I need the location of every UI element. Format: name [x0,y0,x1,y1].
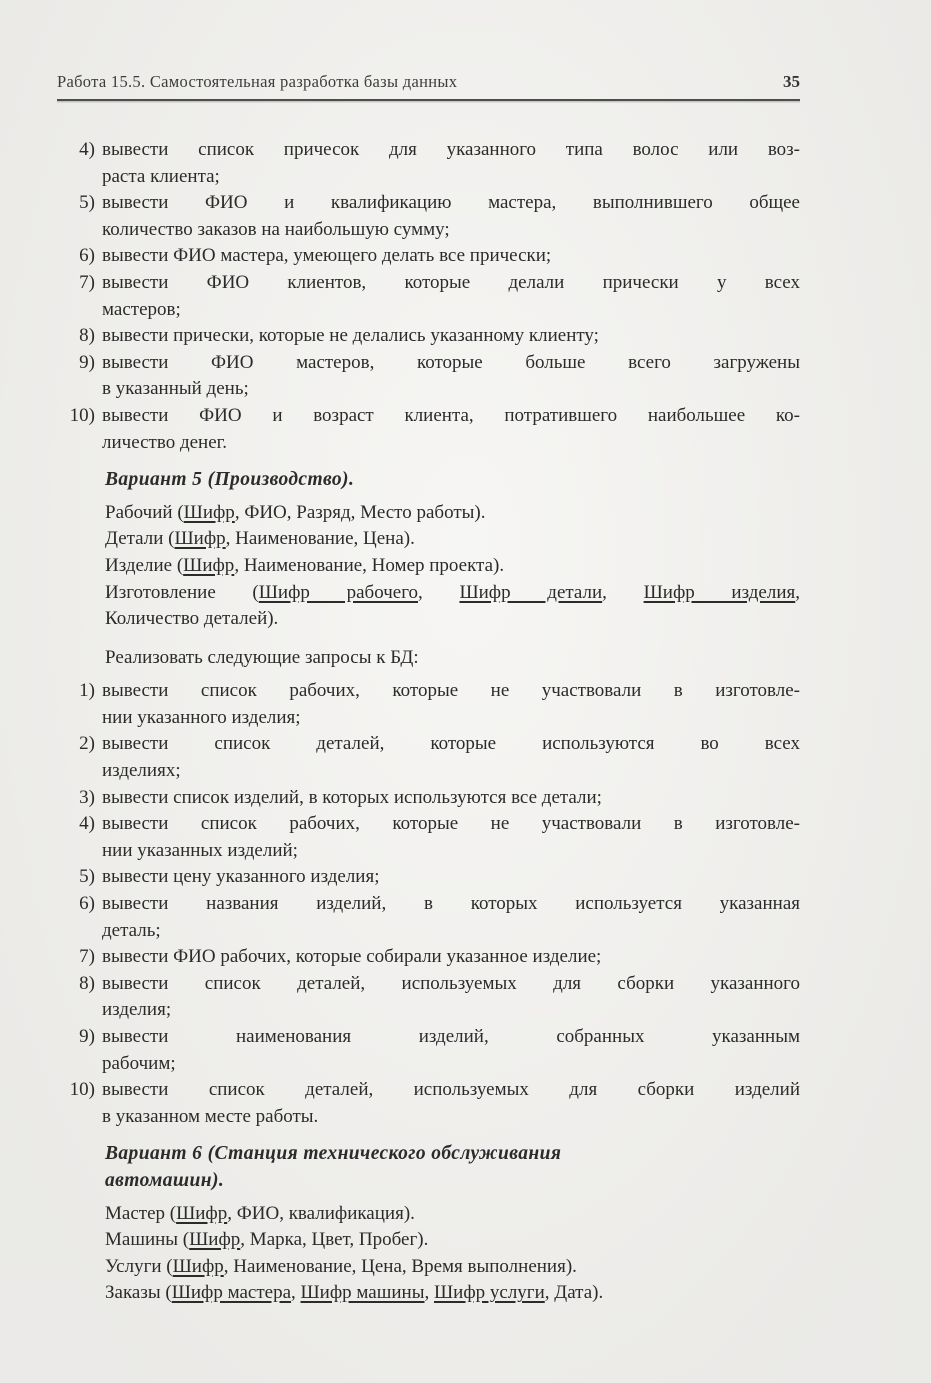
text-segment: изделия; [102,999,172,1021]
text-line [105,467,800,494]
text-segment: мастеров; [102,298,181,320]
key-attribute: Шифр [189,1229,241,1251]
key-attribute: Шифр [183,554,235,576]
text-segment: , [602,581,644,603]
list-item [57,891,800,944]
text-line [102,270,800,297]
relation-definition [105,1254,800,1281]
list-item [57,864,800,891]
text-line [102,1104,800,1131]
text-segment: вывести список причесок для указанного типа волос или воз- [102,139,800,160]
list-item-number: 10) [69,1079,95,1101]
query-list [57,137,800,456]
list-item-number: 8) [79,972,95,994]
text-segment: вывести список рабочих, которые не участвовали в изготовле- [102,680,800,702]
text-segment: вывести ФИО рабочих, которые собирали указанное изделие; [102,946,602,968]
list-item [57,137,800,190]
text-line [102,323,800,350]
text-segment: , [291,1282,301,1304]
text-segment: вывести ФИО и квалификацию мастера, выполнившего общее [102,192,800,214]
text-line [102,944,800,971]
text-segment: Вариант 5 (Производство). [105,469,355,491]
text-line [105,1227,800,1254]
text-line [102,190,800,217]
text-segment: деталь; [102,919,161,941]
text-line [102,1051,800,1078]
text-segment: вывести ФИО мастера, умеющего делать все прически; [102,245,552,267]
text-segment: , [424,1282,434,1304]
running-title: Работа 15.5. Самостоятельная разработка базы данных [57,72,458,91]
text-segment: , [418,581,460,603]
text-line [102,164,800,191]
text-segment: Детали ( [105,528,175,550]
text-line [105,1201,800,1228]
text-line [102,918,800,945]
lead-paragraph [105,645,800,672]
list-item [57,243,800,270]
key-attribute: Шифр [183,501,235,523]
relation-definition [105,1280,800,1307]
list-item [57,1024,800,1077]
list-item-number: 7) [79,271,95,293]
list-item-number: 3) [79,786,95,808]
text-segment: , [795,581,801,603]
text-line [105,580,800,607]
variant-heading [105,1141,800,1194]
list-item-text [102,403,800,456]
list-item-number: 1) [79,680,95,702]
text-line [105,1280,800,1307]
text-line [102,243,800,270]
text-segment: Реализовать следующие запросы к БД: [105,646,419,668]
page-body [57,137,800,1307]
list-item [57,944,800,971]
list-item-number: 5) [79,192,95,214]
list-item [57,811,800,864]
text-segment: , Марка, Цвет, Пробег). [240,1229,429,1251]
list-item-number: 10) [69,404,95,426]
list-item [57,190,800,243]
text-segment: вывести названия изделий, в которых используется указанная [102,893,800,915]
text-segment: вывести наименования изделий, собранных указанным [102,1026,800,1047]
key-attribute: Шифр услуги [433,1282,545,1304]
text-segment: Изделие ( [105,554,184,576]
text-line [102,137,800,164]
list-item [57,678,800,731]
text-line [105,526,800,553]
text-line [102,430,800,457]
list-item-number: 4) [79,139,95,160]
key-attribute: Шифр рабочего [258,581,419,603]
text-line [102,705,800,732]
text-line [102,997,800,1024]
text-segment: , ФИО, квалификация). [227,1202,415,1224]
text-segment: нии указанного изделия; [102,706,301,728]
relation-definition [105,580,800,633]
text-line [102,678,800,705]
text-line [105,645,800,672]
text-segment: , ФИО, Разряд, Место работы). [234,501,486,523]
list-item-text [102,1024,800,1077]
relation-definition [105,1227,800,1254]
list-item [57,403,800,456]
relation-definition [105,500,800,527]
text-segment: Машины ( [105,1229,190,1251]
text-segment: вывести ФИО и возраст клиента, потратившего наибольшее ко- [102,404,800,426]
text-segment: вывести список рабочих, которые не участвовали в изготовле- [102,813,800,835]
list-item [57,971,800,1024]
text-segment: автомашин). [105,1169,225,1191]
text-line [102,838,800,865]
list-item-number: 5) [79,866,95,888]
list-item-text [102,785,800,812]
text-segment: Вариант 6 (Станция технического обслуживания [105,1143,562,1165]
text-segment: вывести цену указанного изделия; [102,866,380,888]
relation-definition [105,1201,800,1228]
list-item [57,1077,800,1130]
text-line [105,606,800,633]
list-item-text [102,811,800,864]
list-item-text [102,350,800,403]
list-item-text [102,137,800,190]
key-attribute: Шифр мастера [171,1282,292,1304]
list-item-text [102,864,800,891]
text-line [105,1254,800,1281]
text-line [102,811,800,838]
text-line [105,1168,800,1195]
text-line [102,403,800,430]
text-line [102,864,800,891]
text-segment: Изготовление ( [105,581,259,603]
list-item-text [102,1077,800,1130]
list-item-text [102,190,800,243]
text-segment: в указанный день; [102,378,249,400]
list-item-number: 7) [79,946,95,968]
list-item-number: 6) [79,893,95,915]
text-segment: , Наименование, Номер проекта). [234,554,505,576]
key-attribute: Шифр [176,1202,228,1224]
key-attribute: Шифр машины [300,1282,425,1304]
text-segment: Рабочий ( [105,501,184,523]
text-line [102,350,800,377]
list-item-number: 9) [79,351,95,373]
list-item-text [102,678,800,731]
header-row [57,72,800,92]
text-segment: вывести список изделий, в которых используются все детали; [102,786,602,808]
list-item-text [102,270,800,323]
key-attribute: Шифр [174,528,226,550]
text-line [102,971,800,998]
text-line [102,758,800,785]
text-segment: количество заказов на наибольшую сумму; [102,218,450,240]
header-rule [57,99,800,101]
relation-definition [105,553,800,580]
list-item-text [102,944,800,971]
variant-heading [105,467,800,494]
text-segment: вывести ФИО клиентов, которые делали прически у всех [102,271,800,293]
text-line [102,297,800,324]
text-segment: вывести ФИО мастеров, которые больше всего загружены [102,351,800,373]
relation-definition [105,526,800,553]
list-item-text [102,323,800,350]
text-segment: личество денег. [102,431,228,453]
text-line [105,553,800,580]
list-item [57,350,800,403]
text-segment: рабочим; [102,1052,176,1074]
list-item-number: 4) [79,813,95,835]
list-item [57,731,800,784]
text-segment: Мастер ( [105,1202,177,1224]
text-segment: нии указанных изделий; [102,839,298,861]
list-item-text [102,891,800,944]
list-item-number: 2) [79,733,95,755]
list-item [57,785,800,812]
text-segment: , Наименование, Цена, Время выполнения). [223,1255,577,1277]
text-segment: раста клиента; [102,165,220,187]
text-segment: , Наименование, Цена). [225,528,415,550]
text-line [102,217,800,244]
list-item [57,270,800,323]
page-header [57,72,800,101]
text-line [102,376,800,403]
text-segment: в указанном месте работы. [102,1105,319,1127]
list-item-text [102,971,800,1024]
list-item-number: 8) [79,325,95,347]
list-item-text [102,243,800,270]
text-segment: , Дата). [544,1282,604,1304]
text-line [105,1141,800,1168]
page-number: 35 [783,72,800,91]
key-attribute: Шифр детали [459,581,603,603]
text-segment: изделиях; [102,760,181,782]
text-line [102,891,800,918]
list-item-number: 6) [79,245,95,267]
text-line [102,731,800,758]
query-list [57,678,800,1130]
text-line [105,500,800,527]
text-line [102,785,800,812]
text-line [102,1024,800,1051]
text-segment: вывести список деталей, используемых для сборки изделий [102,1079,800,1101]
text-segment: вывести прически, которые не делались указанному клиенту; [102,325,599,347]
list-item-number: 9) [79,1026,95,1047]
list-item [57,323,800,350]
list-item-text [102,731,800,784]
text-line [102,1077,800,1104]
text-segment: Заказы ( [105,1282,172,1304]
text-segment: Количество деталей). [105,608,279,630]
key-attribute: Шифр изделия [643,581,796,603]
text-segment: вывести список деталей, которые используются во всех [102,733,800,755]
text-segment: вывести список деталей, используемых для сборки указанного [102,972,800,994]
key-attribute: Шифр [172,1255,224,1277]
text-segment: Услуги ( [105,1255,173,1277]
